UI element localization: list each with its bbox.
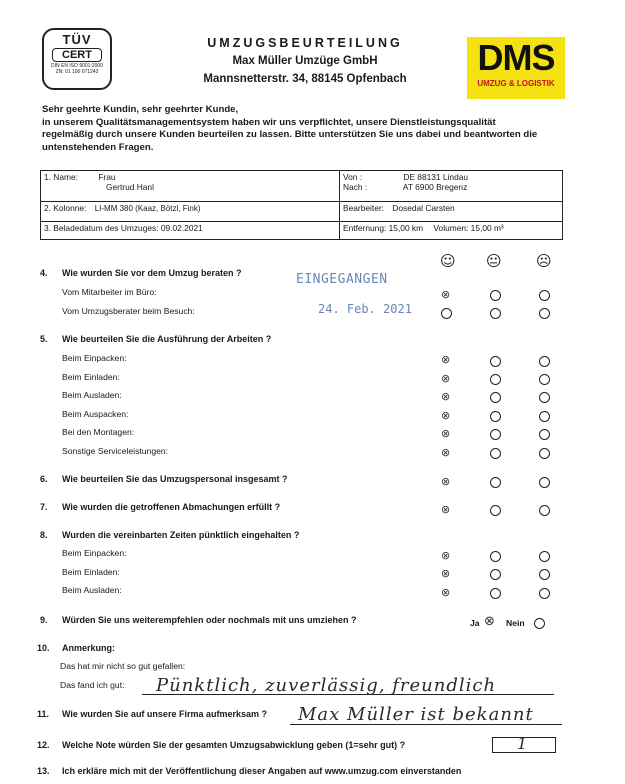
q4-besuch-option-good[interactable]: [441, 308, 452, 319]
q10-question: Anmerkung:: [62, 643, 116, 653]
q5-einladen-option-bad[interactable]: [539, 374, 550, 385]
von-label: Von :: [343, 172, 363, 182]
q9-ja-label: Ja: [470, 618, 480, 628]
q10-good-handwriting[interactable]: Pünktlich, zuverlässig, freundlich: [156, 675, 497, 696]
q8-einladen-option-bad[interactable]: [539, 569, 550, 580]
q4-number: 4.: [40, 268, 48, 278]
q5-item-montagen: Bei den Montagen:: [62, 427, 135, 437]
name-label: 1. Name:: [44, 172, 78, 182]
q5-einpacken-option-neutral[interactable]: [490, 356, 501, 367]
q5-ausladen-option-good-checked[interactable]: ⊗: [441, 390, 451, 403]
q4-buero-option-bad[interactable]: [539, 290, 550, 301]
q5-montagen-option-neutral[interactable]: [490, 429, 501, 440]
q5-item-ausladen: Beim Ausladen:: [62, 390, 122, 400]
name-cell: [41, 171, 340, 202]
q8-question: Wurden die vereinbarten Zeiten pünktlich eingehalten ?: [62, 530, 300, 540]
page-title: UMZUGSBEURTEILUNG: [207, 36, 403, 50]
q8-item-einladen: Beim Einladen:: [62, 567, 120, 577]
datum-value: 09.02.2021: [160, 223, 203, 233]
q4-question: Wie wurden Sie vor dem Umzug beraten ?: [62, 268, 242, 278]
q7-number: 7.: [40, 502, 48, 512]
q9-nein-radio[interactable]: [534, 618, 545, 629]
q9-ja-checked[interactable]: ⊗: [484, 614, 495, 629]
volumen-value: 15,00 m³: [470, 223, 504, 233]
q10-number: 10.: [37, 643, 50, 653]
q6-option-good-checked[interactable]: ⊗: [441, 475, 451, 488]
q5-ausladen-option-bad[interactable]: [539, 392, 550, 403]
q5-item-auspacken: Beim Auspacken:: [62, 409, 129, 419]
nach-label: Nach :: [343, 182, 368, 192]
q5-einpacken-option-good-checked[interactable]: ⊗: [441, 353, 451, 366]
q5-montagen-option-bad[interactable]: [539, 429, 550, 440]
q10-good-label: Das fand ich gut:: [60, 680, 125, 690]
intro-line: untenstehenden Fragen.: [42, 141, 154, 153]
q8-ausladen-option-neutral[interactable]: [490, 588, 501, 599]
q5-auspacken-option-good-checked[interactable]: ⊗: [441, 409, 451, 422]
company-address: Mannsnetterstr. 34, 88145 Opfenbach: [203, 73, 407, 85]
q8-einpacken-option-neutral[interactable]: [490, 551, 501, 562]
company-name: Max Müller Umzüge GmbH: [232, 55, 378, 67]
q7-option-neutral[interactable]: [490, 505, 501, 516]
q7-question: Wie wurden die getroffenen Abmachungen erfüllt ?: [62, 502, 281, 512]
q12-grade-box[interactable]: [492, 734, 556, 753]
dms-logo-text: DMS: [477, 37, 555, 78]
q8-ausladen-option-good-checked[interactable]: ⊗: [441, 586, 451, 599]
dms-logo-subtext: UMZUG & LOGISTIK: [477, 79, 555, 88]
q7-option-good-checked[interactable]: ⊗: [441, 503, 451, 516]
q5-einpacken-option-bad[interactable]: [539, 356, 550, 367]
q11-number: 11.: [37, 709, 50, 719]
q9-question: Würden Sie uns weiterempfehlen oder nochmals mit uns umziehen ?: [62, 615, 357, 625]
customer-info-table: [40, 170, 563, 240]
datum-label: 3. Beladedatum des Umzuges:: [44, 223, 159, 233]
q5-einladen-option-good-checked[interactable]: ⊗: [441, 372, 451, 385]
q11-question: Wie wurden Sie auf unsere Firma aufmerksam ?: [62, 709, 267, 719]
q4-buero-option-neutral[interactable]: [490, 290, 501, 301]
bearbeiter-cell: [340, 202, 563, 222]
q5-item-einladen: Beim Einladen:: [62, 372, 120, 382]
tuv-logo-line1: DIN EN ISO 9001:2000: [51, 63, 103, 69]
bearbeiter-value: Dosedal Carsten: [392, 203, 455, 213]
von-nach-cell: [340, 171, 563, 202]
received-stamp-label: EINGEGANGEN: [296, 272, 388, 287]
q4-buero-option-good-checked[interactable]: ⊗: [441, 288, 451, 301]
q5-montagen-option-good-checked[interactable]: ⊗: [441, 427, 451, 440]
q5-auspacken-option-neutral[interactable]: [490, 411, 501, 422]
q12-number: 12.: [37, 740, 50, 750]
tuv-logo-line2: ZN: 01 100 071243: [55, 69, 99, 75]
q8-einpacken-option-bad[interactable]: [539, 551, 550, 562]
q6-question: Wie beurteilen Sie das Umzugspersonal insgesamt ?: [62, 474, 288, 484]
volumen-label: Volumen:: [433, 223, 469, 233]
kolonne-cell: [41, 202, 340, 222]
q4-item-besuch: Vom Umzugsberater beim Besuch:: [62, 306, 195, 316]
q8-einpacken-option-good-checked[interactable]: ⊗: [441, 549, 451, 562]
q6-option-bad[interactable]: [539, 477, 550, 488]
smiley-sad-icon: ☹: [536, 252, 552, 270]
tuv-cert-logo: [42, 28, 112, 90]
q10-bad-label: Das hat mir nicht so gut gefallen:: [60, 661, 186, 671]
q11-handwriting[interactable]: Max Müller ist bekannt: [298, 704, 534, 725]
q8-item-einpacken: Beim Einpacken:: [62, 548, 127, 558]
entfernung-volumen-cell: [340, 222, 563, 240]
intro-text: [42, 104, 567, 154]
intro-line: regelmäßig durch unsere Kunden beurteilen zu lassen. Bitte unterstützen Sie uns dabei und beantworten die: [42, 129, 538, 141]
q12-grade-value: 1: [517, 734, 529, 753]
datum-cell: [41, 222, 340, 240]
q5-ausladen-option-neutral[interactable]: [490, 392, 501, 403]
q5-sonstige-option-neutral[interactable]: [490, 448, 501, 459]
q5-auspacken-option-bad[interactable]: [539, 411, 550, 422]
q4-item-buero: Vom Mitarbeiter im Büro:: [62, 287, 157, 297]
dms-logo: [467, 37, 565, 99]
q5-item-einpacken: Beim Einpacken:: [62, 353, 127, 363]
entfernung-label: Entfernung:: [343, 223, 387, 233]
q5-question: Wie beurteilen Sie die Ausführung der Arbeiten ?: [62, 334, 272, 344]
q4-besuch-option-neutral[interactable]: [490, 308, 501, 319]
smiley-happy-icon: ☺: [440, 252, 456, 270]
von-value: DE 88131 Lindau: [403, 172, 469, 182]
q13-number: 13.: [37, 766, 50, 776]
q5-sonstige-option-good-checked[interactable]: ⊗: [441, 446, 451, 459]
q8-ausladen-option-bad[interactable]: [539, 588, 550, 599]
tuv-logo-top: TÜV: [62, 32, 92, 47]
q12-question: Welche Note würden Sie der gesamten Umzugsabwicklung geben (1=sehr gut) ?: [62, 740, 406, 750]
name-value: Gertrud Hanl: [106, 182, 154, 192]
smiley-neutral-icon: 😐: [486, 252, 502, 270]
q5-item-sonstige: Sonstige Serviceleistungen:: [62, 446, 169, 456]
q8-einladen-option-good-checked[interactable]: ⊗: [441, 567, 451, 580]
q7-option-bad[interactable]: [539, 505, 550, 516]
q9-nein-label: Nein: [506, 618, 525, 628]
q8-number: 8.: [40, 530, 48, 540]
kolonne-label: 2. Kolonne:: [44, 203, 87, 213]
q13-question: Ich erkläre mich mit der Veröffentlichung dieser Angaben auf www.umzug.com einverstanden: [62, 766, 462, 776]
q8-einladen-option-neutral[interactable]: [490, 569, 501, 580]
intro-line: in unserem Qualitätsmanagementsystem haben wir uns verpflichtet, unsere Dienstleistungsqualität: [42, 116, 496, 128]
q5-number: 5.: [40, 334, 48, 344]
received-stamp-date: 24. Feb. 2021: [318, 302, 412, 316]
kolonne-value: LI-MM 380 (Kaaz, Bötzl, Fink): [94, 204, 201, 213]
tuv-logo-cert: CERT: [52, 48, 102, 62]
nach-value: AT 6900 Bregenz: [402, 182, 468, 192]
q6-option-neutral[interactable]: [490, 477, 501, 488]
name-salutation: Frau: [98, 172, 116, 182]
q6-number: 6.: [40, 474, 48, 484]
entfernung-value: 15,00 km: [388, 223, 424, 233]
q9-number: 9.: [40, 615, 48, 625]
bearbeiter-label: Bearbeiter:: [343, 203, 384, 213]
q5-einladen-option-neutral[interactable]: [490, 374, 501, 385]
q4-besuch-option-bad[interactable]: [539, 308, 550, 319]
q8-item-ausladen: Beim Ausladen:: [62, 585, 122, 595]
intro-line: Sehr geehrte Kundin, sehr geehrter Kunde,: [42, 104, 239, 115]
q5-sonstige-option-bad[interactable]: [539, 448, 550, 459]
